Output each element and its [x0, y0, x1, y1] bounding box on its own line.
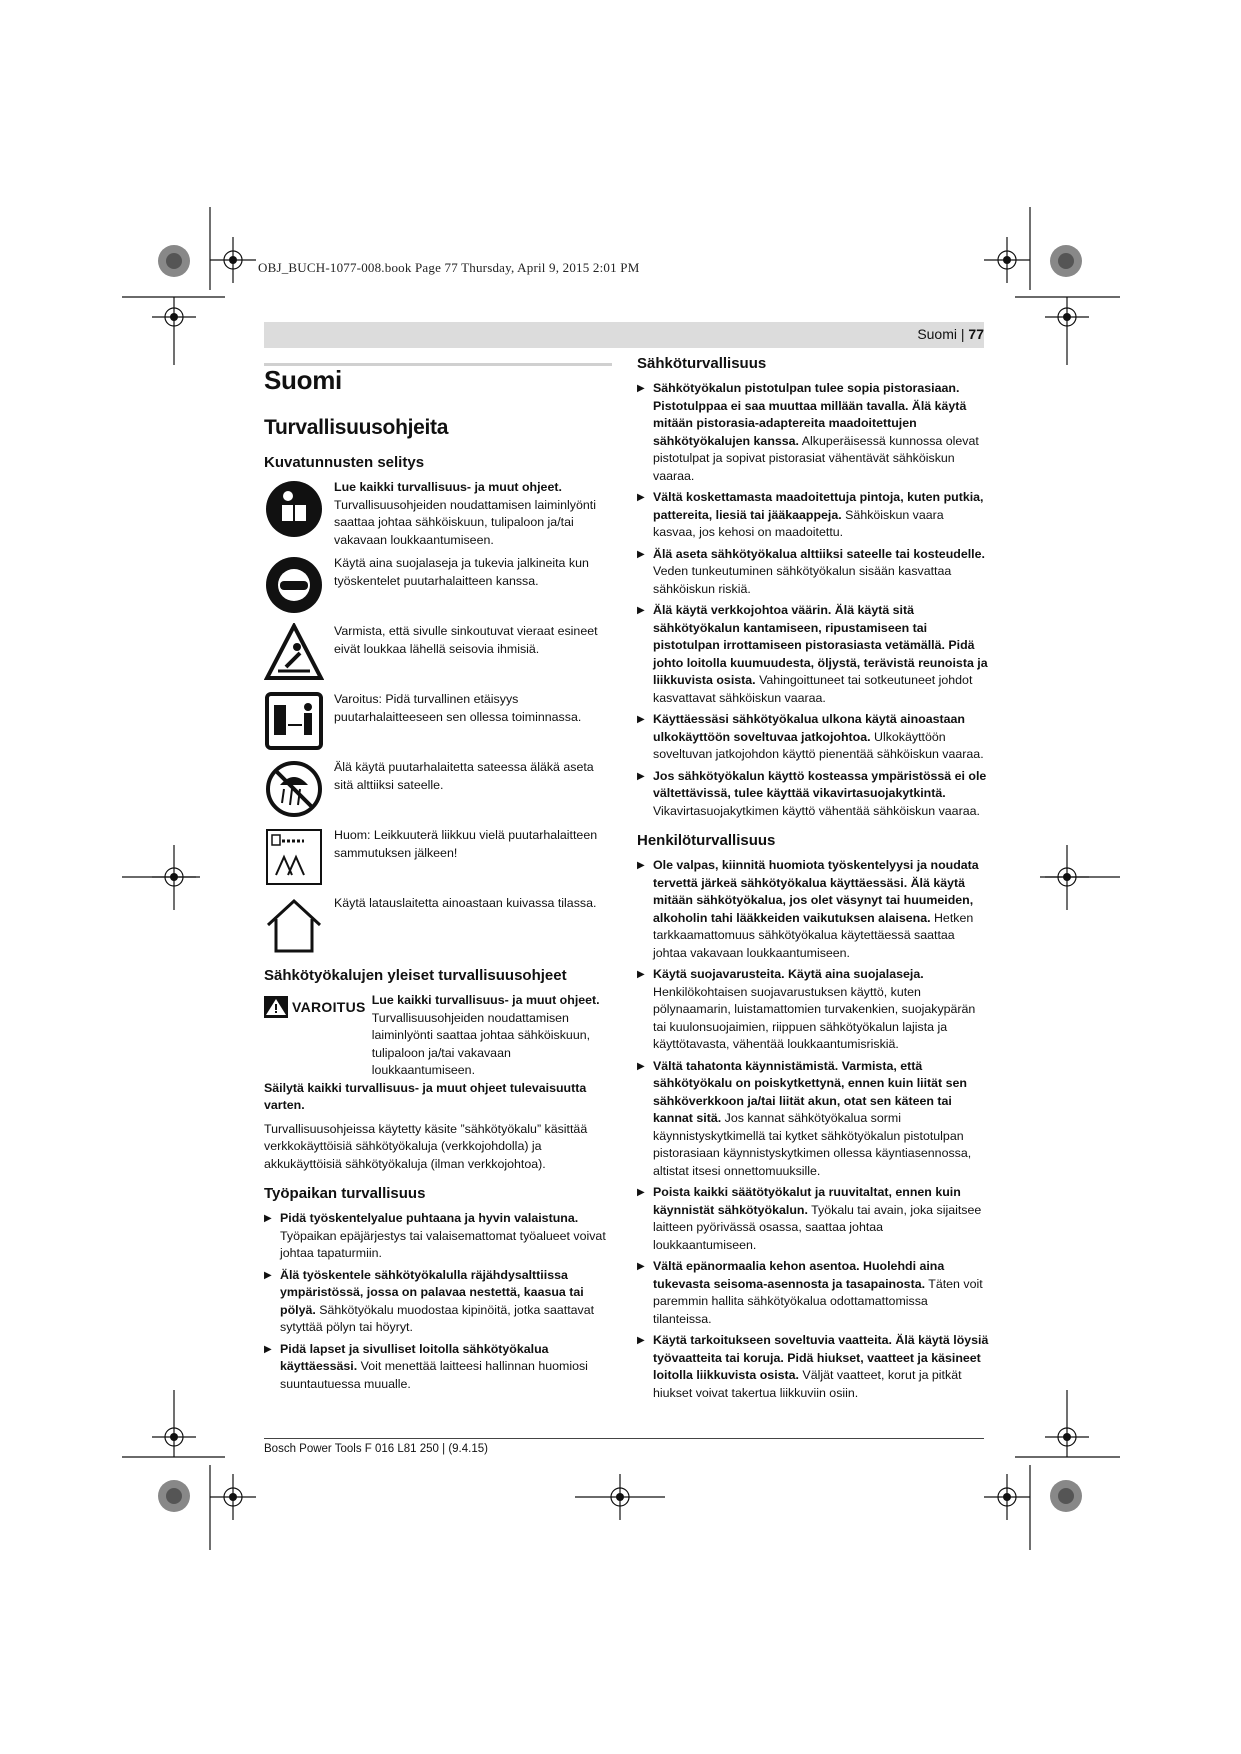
bullet-arrow-icon: ▶	[637, 860, 645, 871]
symbol-row	[264, 895, 612, 957]
symbol-row	[264, 759, 612, 821]
list-item	[637, 1184, 989, 1254]
list-item	[637, 380, 989, 485]
indoor-house-icon	[264, 895, 324, 955]
bullet-bold: Vältä epänormaalia kehon asentoa. Huolehdi aina tukevasta seisoma-asennosta ja tasapainosta.	[653, 1259, 945, 1291]
list-item	[637, 1258, 989, 1328]
bullet-bold: Älä aseta sähkötyökalua alttiiksi sateelle tai kosteudelle.	[653, 546, 985, 561]
bullet-arrow-icon: ▶	[637, 969, 645, 980]
symbol-5-text: Älä käytä puutarhalaitetta sateessa äläkä aseta sitä alttiiksi sateelle.	[334, 760, 594, 792]
list-item	[264, 1267, 612, 1337]
bullet-bold: Käytä suojavarusteita. Käytä aina suojalaseja.	[653, 967, 924, 981]
warning-label-text: VAROITUS	[292, 999, 366, 1015]
list-item	[264, 1210, 612, 1263]
symbol-2-text: Käytä aina suojalaseja ja tukevia jalkineita kun työskentelet puutarhalaitteen kanssa.	[334, 556, 589, 588]
bullet-arrow-icon: ▶	[637, 1335, 645, 1346]
bullet-arrow-icon: ▶	[264, 1343, 272, 1355]
bullet-text: Sähkötyökalu muodostaa kipinöitä, jotka saattavat sytyttää pölyn tai höyryt.	[280, 1302, 595, 1334]
bullet-arrow-icon: ▶	[264, 1269, 272, 1281]
bullet-bold: Käyttäessäsi sähkötyökalua ulkona käytä ainoastaan ulkokäyttöön soveltuvaa jatkojohtoa.	[653, 712, 965, 744]
bullet-text: Jos kannat sähkötyökalua sormi käynnistyskytkimellä tai kytket sähkötyökalun pistotulpan pistorasiaan käynnistyskytkimen ollessa käyntiasennossa, altistat itsesi onnettomuuksille.	[653, 1111, 972, 1178]
list-item	[637, 711, 989, 764]
book-info-line: OBJ_BUCH-1077-008.book Page 77 Thursday, April 9, 2015 2:01 PM	[258, 260, 640, 275]
symbol-row	[264, 555, 612, 617]
right-column	[637, 355, 989, 1406]
bullet-arrow-icon: ▶	[264, 1213, 272, 1224]
page-number: 77	[968, 326, 984, 342]
bullet-text: Voit menettää laitteesi hallinnan huomiosi suuntautuessa muualle.	[280, 1359, 588, 1391]
manual-icon	[264, 479, 324, 539]
bullet-bold: Älä käytä verkkojohtoa väärin. Älä käytä sitä sähkötyökalun kantamiseen, ripustamiseen tai pistotulpan irrottamiseen pistorasiasta vetämällä. Pidä johto loitolla kuumuudesta, öljystä, terävistä reunoista ja liikkuvista osista.	[653, 603, 988, 687]
list-item	[637, 857, 989, 962]
bullet-bold: Poista kaikki säätötyökalut ja ruuvitaltat, ennen kuin käynnistät sähkötyökalun.	[653, 1185, 961, 1217]
personal-heading: Henkilöturvallisuus	[637, 832, 776, 849]
bullet-text: Väljät vaatteet, korut ja pitkät hiukset voivat takertua liikkuviin osiin.	[653, 1368, 962, 1400]
footer: Bosch Power Tools F 016 L81 250 | (9.4.15)	[264, 1443, 488, 1455]
safe-distance-icon	[264, 691, 324, 751]
bullet-bold: Ole valpas, kiinnitä huomiota työskentelyysi ja noudata tervettä järkeä sähkötyökalua käyttäessäsi. Älä käytä mitään sähkötyökalua, jos olet väsynyt tai huumeiden, alkoholin tahi lääkkeiden vaikutuksen alaisena.	[653, 858, 979, 925]
symbol-row	[264, 623, 612, 685]
bullet-arrow-icon: ▶	[637, 548, 645, 560]
symbol-4-text: Varoitus: Pidä turvallinen etäisyys puutarhalaitteeseen sen ollessa toiminnassa.	[334, 692, 582, 724]
no-rain-icon	[264, 759, 324, 819]
symbol-row	[264, 827, 612, 889]
bullet-bold: Vältä tahatonta käynnistämistä. Varmista, että sähkötyökalu on poiskytkettynä, ennen kuin liität sen sähköverkkoon ja/tai liität akun, otat sen käteen tai kannat sitä.	[653, 1058, 967, 1125]
bullet-text: Vikavirtasuojakytkimen käyttö vähentää sähköiskun vaaraa.	[653, 803, 980, 818]
symbol-7-text: Käytä latauslaitetta ainoastaan kuivassa tilassa.	[334, 896, 597, 910]
bullet-text: Työkalu tai avain, joka sijaitsee laitteen pyörivässä osassa, saattaa johtaa loukkaantumiseen.	[653, 1202, 982, 1252]
bullet-arrow-icon: ▶	[637, 714, 645, 725]
bullet-text: Työpaikan epäjärjestys tai valaisemattomat työalueet voivat johtaa tapaturmiin.	[280, 1228, 606, 1260]
bullet-arrow-icon: ▶	[637, 1261, 645, 1272]
symbol-1-text: Turvallisuusohjeiden noudattamisen laiminlyönti saattaa johtaa sähköiskuun, tulipaloon ja/tai vakavaan loukkaantumiseen.	[334, 497, 596, 547]
bullet-text: Henkilökohtaisen suojavarustuksen käyttö, kuten pölynaamarin, luistamattomien turvakenkien, suojakypärän tai kuulonsuojaimien, riippuen sähkötyökalun lajista ja käyttötavasta, vähentää loukkaantumisriskiä.	[653, 984, 976, 1051]
bullet-arrow-icon: ▶	[637, 770, 645, 782]
bullet-bold: Vältä koskettamasta maadoitettuja pintoja, kuten putkia, pattereita, liesiä tai jääkaappeja.	[653, 490, 984, 522]
list-item	[637, 602, 989, 707]
symbol-3-text: Varmista, että sivulle sinkoutuvat vieraat esineet eivät loukkaa lähellä seisovia ihmisiä.	[334, 624, 598, 656]
list-item	[637, 768, 989, 821]
blade-rundown-icon	[264, 827, 324, 887]
bullet-text: Veden tunkeutuminen sähkötyökalun sisään kasvattaa sähköiskun riskiä.	[653, 564, 952, 596]
warning-label	[264, 996, 366, 1018]
language-title: Suomi	[264, 365, 342, 395]
symbol-6-text: Huom: Leikkuuterä liikkuu vielä puutarhalaitteen sammutuksen jälkeen!	[334, 828, 598, 860]
symbol-1-bold: Lue kaikki turvallisuus- ja muut ohjeet.	[334, 480, 562, 494]
bullet-arrow-icon: ▶	[637, 1060, 645, 1072]
list-item	[637, 1058, 989, 1181]
keep-instructions: Säilytä kaikki turvallisuus- ja muut ohjeet tulevaisuutta varten.	[264, 1080, 587, 1112]
safety-title: Turvallisuusohjeita	[264, 416, 449, 439]
warning-bold: Lue kaikki turvallisuus- ja muut ohjeet.	[371, 993, 600, 1007]
list-item	[637, 489, 989, 542]
bullet-text: Vahingoittuneet tai sotkeutuneet johdot kasvattavat sähköiskun vaaraa.	[653, 673, 973, 705]
warning-icon	[264, 996, 288, 1018]
bullet-arrow-icon: ▶	[637, 383, 645, 394]
bullet-bold: Pidä lapset ja sivulliset loitolla sähkötyökalua käyttäessäsi.	[280, 1341, 549, 1373]
list-item	[637, 546, 989, 599]
symbol-row	[264, 479, 612, 549]
bullet-arrow-icon: ▶	[637, 492, 645, 503]
bullet-bold: Pidä työskentelyalue puhtaana ja hyvin valaistuna.	[280, 1211, 579, 1225]
bullet-text: Alkuperäisessä kunnossa olevat pistotulpat ja sopivat pistorasiat vähentävät sähköiskun vaaraa.	[653, 433, 979, 483]
left-column	[264, 355, 612, 1397]
warning-text: Turvallisuusohjeiden noudattamisen laiminlyönti saattaa johtaa sähköiskuun, tulipaloon ja/tai vakavaan loukkaantumiseen.	[371, 1010, 591, 1077]
footer-rule	[264, 1438, 984, 1439]
bullet-bold: Käytä tarkoitukseen soveltuvia vaatteita. Älä käytä löysiä työvaatteita tai koruja. Pidä hiukset, vaatteet ja käsineet loitolla liikkuvista osista.	[653, 1333, 989, 1382]
bullet-text: Sähköiskun vaara kasvaa, jos kehosi on maadoitettu.	[653, 507, 944, 539]
list-item	[637, 966, 989, 1054]
list-item	[637, 1332, 989, 1402]
general-safety-heading: Sähkötyökalujen yleiset turvallisuusohjeet	[264, 967, 567, 984]
electrical-heading: Sähköturvallisuus	[637, 355, 767, 372]
bullet-text: Ulkokäyttöön soveltuvan jatkojohdon käyttö pienentää sähköiskun vaaraa.	[653, 729, 984, 761]
symbols-heading: Kuvatunnusten selitys	[264, 454, 425, 471]
header-section: Suomi	[917, 326, 957, 342]
header-band	[264, 322, 984, 348]
bullet-text: Hetken tarkkaamattomuus sähkötyökalua käytettäessä saattaa johtaa vakavaan loukkaantumiseen.	[653, 910, 974, 960]
term-definition: Turvallisuusohjeissa käytetty käsite ”sähkötyökalu” käsittää verkkokäyttöisiä sähkötyökaluja (verkkojohdolla) ja akkukäyttöisiä sähkötyökaluja (ilman verkkojohtoa).	[264, 1121, 588, 1171]
bullet-bold: Sähkötyökalun pistotulpan tulee sopia pistorasiaan. Pistotulppaa ei saa muuttaa millään tavalla. Älä käytä mitään pistorasia-adaptereita maadoitettujen sähkötyökalujen kanssa.	[653, 381, 967, 448]
bullet-bold: Älä työskentele sähkötyökalulla räjähdysalttiissa ympäristössä, jossa on palavaa nestettä, kaasua tai pölyä.	[280, 1267, 584, 1317]
symbol-row	[264, 691, 612, 753]
goggles-icon	[264, 555, 324, 615]
bullet-arrow-icon: ▶	[637, 605, 645, 616]
page-header	[917, 326, 984, 342]
header-separator: |	[957, 326, 969, 342]
projectile-warning-icon	[264, 623, 324, 683]
bullet-text: Täten voit paremmin hallita sähkötyökalua odottamattomissa tilanteissa.	[653, 1276, 983, 1326]
list-item	[264, 1341, 612, 1394]
bullet-arrow-icon: ▶	[637, 1187, 645, 1198]
workplace-heading: Työpaikan turvallisuus	[264, 1185, 426, 1202]
bullet-bold: Jos sähkötyökalun käyttö kosteassa ympäristössä ei ole vältettävissä, tulee käyttää vikavirtasuojakytkintä.	[653, 768, 987, 800]
